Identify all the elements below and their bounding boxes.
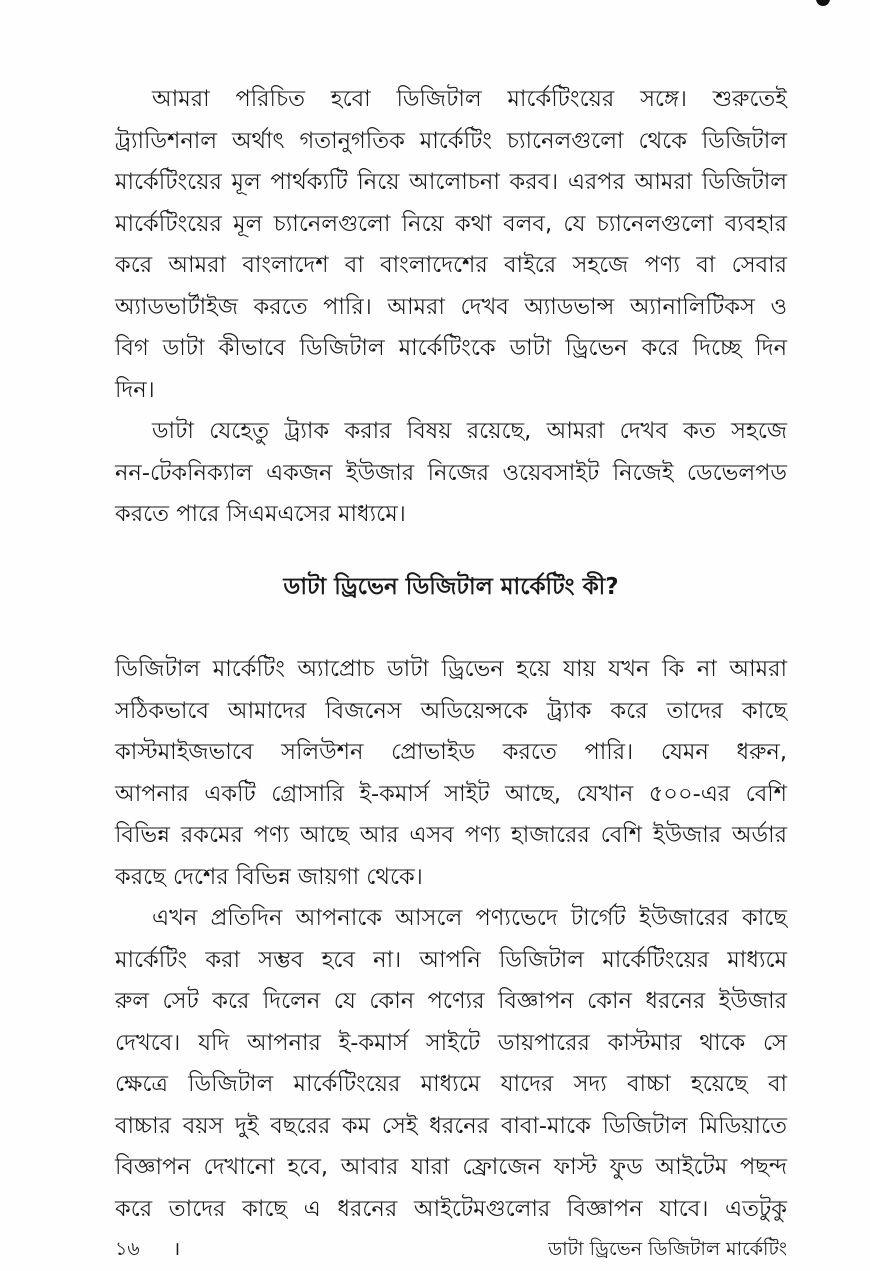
body-line: দেখবে। যদি আপনার ই-কমার্স সাইটে ডায়পারের কাস্টমার থাকে সে bbox=[115, 1029, 787, 1056]
body-line: ক্ষেত্রে ডিজিটাল মার্কেটিংয়ের মাধ্যমে যাদের সদ্য বাচ্চা হয়েছে বা bbox=[115, 1071, 787, 1097]
body-line: ডিজিটাল মার্কেটিং অ্যাপ্রোচ ডাটা ড্রিভেন হয়ে যায় যখন কি না আমরা bbox=[115, 656, 787, 682]
intro-line: মার্কেটিংয়ের মূল চ্যানেলগুলো নিয়ে কথা বলব, যে চ্যানেলগুলো ব্যবহার bbox=[115, 210, 787, 237]
footer-separator: । bbox=[173, 1238, 181, 1260]
body-line: বিভিন্ন রকমের পণ্য আছে আর এসব পণ্য হাজারের বেশি ইউজার অর্ডার bbox=[115, 822, 787, 848]
page-corner-mark bbox=[816, 0, 830, 6]
body-line: করছে দেশের বিভিন্ন জায়গা থেকে। bbox=[115, 863, 423, 890]
intro-line: করে আমরা বাংলাদেশ বা বাংলাদেশের বাইরে সহজে পণ্য বা সেবার bbox=[115, 252, 787, 278]
intro-section bbox=[115, 79, 787, 536]
running-title: ডাটা ড্রিভেন ডিজিটাল মার্কেটিং bbox=[548, 1238, 787, 1260]
body-line: সঠিকভাবে আমাদের বিজনেস অডিয়েন্সকে ট্র্যাক করে তাদের কাছে bbox=[115, 697, 787, 724]
body-line: করে তাদের কাছে এ ধরনের আইটেমগুলোর বিজ্ঞাপন যাবে। এতটুকু bbox=[115, 1195, 787, 1222]
intro-line: বিগ ডাটা কীভাবে ডিজিটাল মার্কেটিংকে ডাটা ড্রিভেন করে দিচ্ছে দিন bbox=[115, 335, 787, 361]
body-line: মার্কেটিং করা সম্ভব হবে না। আপনি ডিজিটাল মার্কেটিংয়ের মাধ্যমে bbox=[115, 946, 787, 973]
intro-line: দিন। bbox=[115, 376, 155, 403]
body-line: এখন প্রতিদিন আপনাকে আসলে পণ্যভেদে টার্গেট ইউজারের কাছে bbox=[152, 905, 787, 931]
intro-line: ডাটা যেহেতু ট্র্যাক করার বিষয় রয়েছে, আমরা দেখব কত সহজে bbox=[152, 418, 787, 444]
intro-line: মার্কেটিংয়ের মূল পার্থক্যটি নিয়ে আলোচনা করব। এরপর আমরা ডিজিটাল bbox=[115, 169, 787, 195]
body-section bbox=[115, 649, 787, 1230]
intro-line: ট্র্যাডিশনাল অর্থাৎ গতানুগতিক মার্কেটিং চ্যানেলগুলো থেকে ডিজিটাল bbox=[115, 127, 787, 154]
intro-line: অ্যাডভার্টাইজ করতে পারি। আমরা দেখব অ্যাডভান্স অ্যানালিটিকস ও bbox=[115, 293, 787, 320]
intro-line: নন-টেকনিক্যাল একজন ইউজার নিজের ওয়েবসাইট নিজেই ডেভেলপড bbox=[115, 459, 787, 486]
page-number: ১৬ bbox=[115, 1238, 140, 1260]
intro-line: করতে পারে সিএমএসের মাধ্যমে। bbox=[115, 501, 406, 527]
body-line: রুল সেট করে দিলেন যে কোন পণ্যের বিজ্ঞাপন কোন ধরনের ইউজার bbox=[115, 988, 787, 1014]
body-line: বাচ্চার বয়স দুই বছরের কম সেই ধরনের বাবা-মাকে ডিজিটাল মিডিয়াতে bbox=[115, 1112, 787, 1139]
section-heading: ডাটা ড্রিভেন ডিজিটাল মার্কেটিং কী? bbox=[283, 574, 619, 600]
body-line: বিজ্ঞাপন দেখানো হবে, আবার যারা ফ্রোজেন ফাস্ট ফুড আইটেম পছন্দ bbox=[115, 1154, 787, 1180]
body-line: আপনার একটি গ্রোসারি ই-কমার্স সাইট আছে, যেখান ৫০০-এর বেশি bbox=[115, 780, 787, 807]
intro-line: আমরা পরিচিত হবো ডিজিটাল মার্কেটিংয়ের সঙ্গে। শুরুতেই bbox=[152, 86, 787, 112]
body-line: কাস্টমাইজভাবে সলিউশন প্রোভাইড করতে পারি। যেমন ধরুন, bbox=[115, 739, 787, 765]
